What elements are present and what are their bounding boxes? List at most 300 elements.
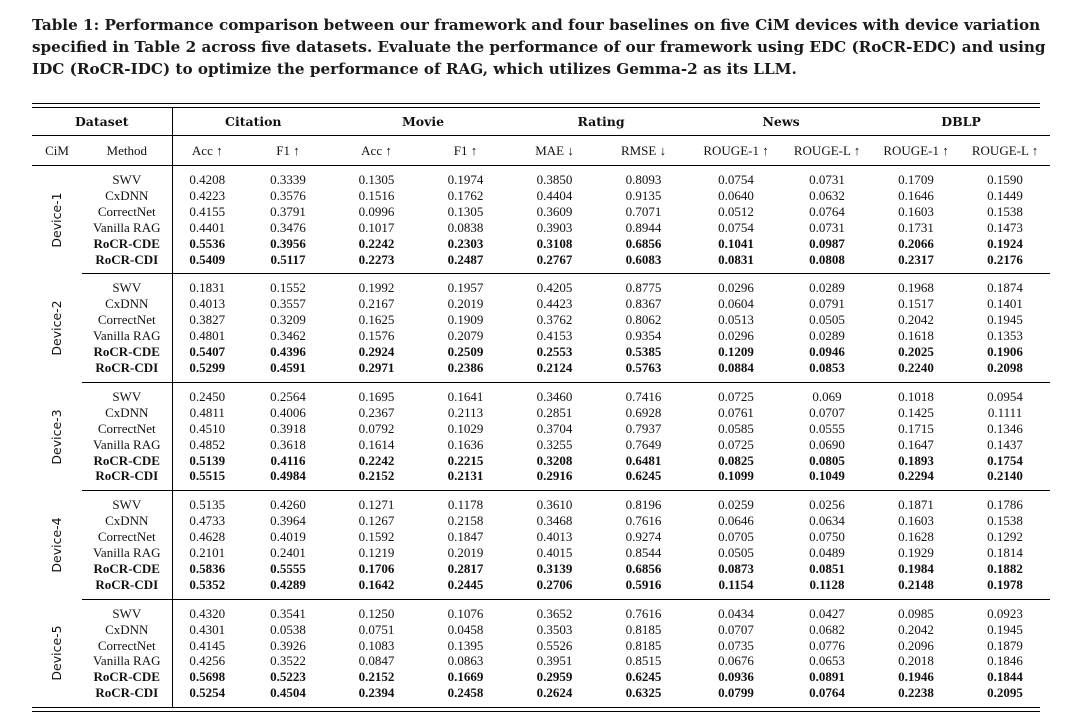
device-label-cell — [32, 382, 82, 490]
value-cell: 0.2101 — [189, 545, 226, 561]
value-cell: 0.1049 — [782, 468, 872, 490]
value-cell: 0.6481 — [625, 452, 662, 468]
value-cell: 0.4155 — [189, 203, 226, 219]
method-cell: RoCR-CDI — [82, 577, 172, 599]
value-cell: 0.5135 — [189, 497, 226, 513]
value-cell: 0.5139 — [189, 452, 226, 468]
value-cell: 0.9274 — [625, 529, 662, 545]
value-cell: 0.6245 — [625, 669, 662, 685]
value-cell: 0.1762 — [447, 187, 484, 203]
value-cell: 0.1831 — [189, 280, 226, 296]
value-cell: 0.5223 — [270, 669, 306, 685]
value-cell: 0.2025 — [898, 344, 934, 360]
value-cell: 0.1974 — [447, 172, 484, 187]
value-cell: 0.5916 — [597, 577, 690, 599]
value-cell: 0.5763 — [597, 360, 690, 382]
value-cell: 0.8196 — [625, 497, 662, 513]
table-row — [32, 188, 1050, 204]
value-cell: 0.9354 — [625, 328, 662, 344]
value-cell: 0.1871 — [898, 497, 934, 513]
value-cell: 0.7616 — [625, 605, 662, 621]
value-cell: 0.7616 — [625, 513, 662, 529]
bottom-rule — [32, 707, 1040, 712]
value-cell: 0.6856 — [625, 235, 662, 251]
table-row — [32, 312, 1050, 328]
value-cell: 0.4401 — [189, 219, 226, 235]
table-row — [32, 622, 1050, 638]
table-row — [32, 468, 1050, 490]
value-cell: 0.1709 — [898, 172, 934, 187]
value-cell: 0.5254 — [189, 685, 226, 701]
method-cell: CxDNN — [82, 513, 172, 529]
value-cell: 0.1846 — [987, 653, 1023, 669]
value-cell: 0.2176 — [960, 252, 1050, 274]
value-cell: 0.0847 — [358, 653, 395, 669]
method-cell: CxDNN — [82, 622, 172, 638]
table-row — [32, 561, 1050, 577]
value-cell: 0.5515 — [172, 468, 242, 490]
value-cell: 0.2095 — [987, 685, 1023, 701]
value-cell: 0.1592 — [358, 529, 395, 545]
value-cell: 0.5836 — [189, 560, 226, 576]
value-cell: 0.3951 — [536, 653, 573, 669]
table-row — [32, 491, 1050, 513]
value-cell: 0.2018 — [898, 653, 934, 669]
method-cell: Vanilla RAG — [82, 653, 172, 669]
table-row — [32, 360, 1050, 382]
group-header-dblp: DBLP — [872, 108, 1050, 136]
value-cell: 0.1552 — [270, 280, 306, 296]
value-cell: 0.3108 — [536, 235, 573, 251]
method-cell: RoCR-CDE — [82, 236, 172, 252]
value-cell: 0.0831 — [690, 252, 782, 274]
value-cell: 0.1178 — [447, 497, 484, 513]
method-cell: RoCR-CDI — [82, 468, 172, 490]
value-cell: 0.1946 — [898, 669, 934, 685]
table-row — [32, 453, 1050, 469]
value-cell: 0.6083 — [597, 252, 690, 274]
method-cell: CorrectNet — [82, 204, 172, 220]
value-cell: 0.4256 — [189, 653, 226, 669]
device-label-cell — [32, 599, 82, 707]
value-cell: 0.5407 — [189, 344, 226, 360]
value-cell: 0.2098 — [960, 360, 1050, 382]
value-cell: 0.1844 — [987, 669, 1023, 685]
value-cell: 0.0505 — [718, 545, 754, 561]
metric-header: Acc ↑ — [172, 136, 242, 166]
value-cell: 0.4289 — [242, 577, 334, 599]
value-cell: 0.2215 — [447, 452, 484, 468]
value-cell: 0.1437 — [987, 436, 1023, 452]
method-cell: CorrectNet — [82, 638, 172, 654]
value-cell: 0.1154 — [690, 577, 782, 599]
value-cell: 0.1695 — [358, 388, 395, 404]
table-caption: Table 1: Performance comparison between our framework and four baselines on five CiM devices with device variation specified in Table 2 across five datasets. Evaluate the performance of our framework using EDC (RoCR-EDC) and using IDC (RoCR-IDC) to optimize the performance of RAG, which utilizes Gemma-2 as its LLM. — [32, 16, 1046, 78]
value-cell: 0.1669 — [447, 669, 484, 685]
table-row — [32, 669, 1050, 685]
value-cell: 0.0427 — [809, 605, 845, 621]
value-cell: 0.3208 — [536, 452, 573, 468]
value-cell: 0.2817 — [447, 560, 484, 576]
value-cell: 0.1083 — [358, 637, 395, 653]
metric-header: ROUGE-L ↑ — [782, 136, 872, 166]
value-cell: 0.1984 — [898, 560, 934, 576]
value-cell: 0.1425 — [898, 404, 934, 420]
value-cell: 0.8544 — [625, 545, 662, 561]
value-cell: 0.2148 — [872, 577, 960, 599]
value-cell: 0.0825 — [718, 452, 754, 468]
table-row — [32, 328, 1050, 344]
group-header-citation: Citation — [172, 108, 334, 136]
value-cell: 0.1625 — [358, 312, 395, 328]
value-cell: 0.3652 — [536, 605, 573, 621]
value-cell: 0.3956 — [270, 235, 306, 251]
value-cell: 0.3618 — [270, 436, 306, 452]
value-cell: 0.2487 — [419, 252, 512, 274]
value-cell: 0.4320 — [189, 605, 226, 621]
value-cell: 0.0640 — [718, 187, 754, 203]
value-cell: 0.1893 — [898, 452, 934, 468]
method-cell: CxDNN — [82, 296, 172, 312]
value-cell: 0.3609 — [536, 203, 573, 219]
value-cell: 0.0458 — [447, 621, 484, 637]
value-cell: 0.0863 — [447, 653, 484, 669]
value-cell: 0.8093 — [625, 172, 662, 187]
value-cell: 0.0761 — [718, 404, 754, 420]
value-cell: 0.0791 — [809, 296, 845, 312]
value-cell: 0.1882 — [987, 560, 1023, 576]
value-cell: 0.2240 — [872, 360, 960, 382]
value-cell: 0.1603 — [898, 203, 934, 219]
value-cell: 0.8944 — [625, 219, 662, 235]
value-cell: 0.1614 — [358, 436, 395, 452]
value-cell: 0.1929 — [898, 545, 934, 561]
metric-header: MAE ↓ — [512, 136, 597, 166]
value-cell: 0.1017 — [358, 219, 395, 235]
value-cell: 0.2564 — [270, 388, 306, 404]
table-row — [32, 405, 1050, 421]
value-cell: 0.1271 — [358, 497, 395, 513]
value-cell: 0.1473 — [987, 219, 1023, 235]
value-cell: 0.6245 — [597, 468, 690, 490]
value-cell: 0.0505 — [809, 312, 845, 328]
value-cell: 0.0634 — [809, 513, 845, 529]
value-cell: 0.0289 — [809, 280, 845, 296]
value-cell: 0.1968 — [898, 280, 934, 296]
value-cell: 0.2509 — [447, 344, 484, 360]
value-cell: 0.2042 — [898, 312, 934, 328]
value-cell: 0.8185 — [625, 621, 662, 637]
device-label: Device-5 — [49, 625, 65, 681]
value-cell: 0.2131 — [419, 468, 512, 490]
header-row-datasets — [32, 108, 1050, 136]
value-cell: 0.4223 — [189, 187, 226, 203]
value-cell: 0.3460 — [536, 388, 573, 404]
value-cell: 0.3903 — [536, 219, 573, 235]
device-group — [32, 382, 1050, 490]
value-cell: 0.3791 — [270, 203, 306, 219]
value-cell: 0.2386 — [419, 360, 512, 382]
value-cell: 0.4205 — [536, 280, 573, 296]
value-cell: 0.8775 — [625, 280, 662, 296]
value-cell: 0.0707 — [809, 404, 845, 420]
value-cell: 0.0873 — [718, 560, 754, 576]
value-cell: 0.0764 — [809, 685, 845, 701]
value-cell: 0.4801 — [189, 328, 226, 344]
value-cell: 0.2019 — [447, 296, 484, 312]
method-cell: Vanilla RAG — [82, 437, 172, 453]
device-group — [32, 166, 1050, 274]
value-cell: 0.6856 — [625, 560, 662, 576]
value-cell: 0.4396 — [270, 344, 306, 360]
value-cell: 0.0259 — [718, 497, 754, 513]
value-cell: 0.4260 — [270, 497, 306, 513]
value-cell: 0.4423 — [536, 296, 573, 312]
value-cell: 0.4504 — [270, 685, 306, 701]
value-cell: 0.0954 — [987, 388, 1023, 404]
device-label: Device-3 — [49, 408, 65, 465]
value-cell: 0.4145 — [189, 637, 226, 653]
table-row — [32, 437, 1050, 453]
device-label: Device-4 — [49, 517, 65, 573]
value-cell: 0.0853 — [782, 360, 872, 382]
value-cell: 0.3209 — [270, 312, 306, 328]
value-cell: 0.1305 — [447, 203, 484, 219]
value-cell: 0.1706 — [358, 560, 395, 576]
value-cell: 0.0731 — [809, 219, 845, 235]
value-cell: 0.2079 — [447, 328, 484, 344]
device-label-cell — [32, 274, 82, 382]
method-cell: Vanilla RAG — [82, 220, 172, 236]
value-cell: 0.4013 — [536, 529, 573, 545]
value-cell: 0.4811 — [189, 404, 225, 420]
method-cell: CxDNN — [82, 405, 172, 421]
value-cell: 0.5698 — [189, 669, 226, 685]
value-cell: 0.0725 — [718, 388, 754, 404]
value-cell: 0.0923 — [987, 605, 1023, 621]
value-cell: 0.2959 — [536, 669, 573, 685]
value-cell: 0.1618 — [898, 328, 934, 344]
value-cell: 0.4852 — [189, 436, 226, 452]
table-row — [32, 577, 1050, 599]
metric-header: Acc ↑ — [334, 136, 419, 166]
value-cell: 0.1076 — [447, 605, 484, 621]
value-cell: 0.1715 — [898, 420, 934, 436]
value-cell: 0.0799 — [718, 685, 754, 701]
metric-header: F1 ↑ — [242, 136, 334, 166]
value-cell: 0.5409 — [172, 252, 242, 274]
table-row — [32, 166, 1050, 188]
value-cell: 0.2445 — [419, 577, 512, 599]
value-cell: 0.1641 — [447, 388, 484, 404]
method-cell: Vanilla RAG — [82, 328, 172, 344]
method-header: Method — [82, 136, 172, 166]
value-cell: 0.4510 — [189, 420, 226, 436]
value-cell: 0.0489 — [809, 545, 845, 561]
value-cell: 0.5555 — [270, 560, 306, 576]
value-cell: 0.4208 — [189, 172, 226, 187]
value-cell: 0.5299 — [172, 360, 242, 382]
value-cell: 0.0434 — [718, 605, 754, 621]
value-cell: 0.6928 — [625, 404, 662, 420]
value-cell: 0.1906 — [987, 344, 1023, 360]
value-cell: 0.2167 — [358, 296, 395, 312]
value-cell: 0.1874 — [987, 280, 1023, 296]
value-cell: 0.3462 — [270, 328, 306, 344]
value-cell: 0.0731 — [809, 172, 845, 187]
table-row — [32, 545, 1050, 561]
value-cell: 0.2273 — [334, 252, 419, 274]
dataset-header: Dataset — [32, 108, 172, 136]
value-cell: 0.2401 — [270, 545, 306, 561]
value-cell: 0.1879 — [987, 637, 1023, 653]
header-row-metrics — [32, 136, 1050, 166]
value-cell: 0.0676 — [718, 653, 754, 669]
table-row — [32, 653, 1050, 669]
method-cell: SWV — [82, 274, 172, 296]
table-row — [32, 274, 1050, 296]
value-cell: 0.8185 — [625, 637, 662, 653]
table-row — [32, 220, 1050, 236]
value-cell: 0.2450 — [189, 388, 226, 404]
value-cell: 0.1642 — [334, 577, 419, 599]
value-cell: 0.0604 — [718, 296, 754, 312]
table-row — [32, 344, 1050, 360]
value-cell: 0.3522 — [270, 653, 306, 669]
value-cell: 0.0289 — [809, 328, 845, 344]
value-cell: 0.0851 — [809, 560, 845, 576]
value-cell: 0.0682 — [809, 621, 845, 637]
value-cell: 0.2294 — [872, 468, 960, 490]
results-table-container — [32, 103, 1040, 712]
value-cell: 0.1909 — [447, 312, 484, 328]
value-cell: 0.1647 — [898, 436, 934, 452]
value-cell: 0.1018 — [898, 388, 934, 404]
value-cell: 0.3139 — [536, 560, 573, 576]
value-cell: 0.2242 — [358, 235, 395, 251]
group-header-news: News — [690, 108, 872, 136]
device-label: Device-2 — [49, 300, 65, 356]
value-cell: 0.1353 — [987, 328, 1023, 344]
value-cell: 0.0754 — [718, 219, 754, 235]
value-cell: 0.1847 — [447, 529, 484, 545]
value-cell: 0.2624 — [536, 685, 573, 701]
value-cell: 0.0792 — [358, 420, 395, 436]
method-cell: CorrectNet — [82, 421, 172, 437]
value-cell: 0.0735 — [718, 637, 754, 653]
value-cell: 0.1029 — [447, 420, 484, 436]
value-cell: 0.1292 — [987, 529, 1023, 545]
value-cell: 0.2152 — [358, 669, 395, 685]
value-cell: 0.3850 — [536, 172, 573, 187]
value-cell: 0.0653 — [809, 653, 845, 669]
value-cell: 0.2124 — [512, 360, 597, 382]
table-row — [32, 252, 1050, 274]
value-cell: 0.1754 — [987, 452, 1023, 468]
value-cell: 0.2042 — [898, 621, 934, 637]
value-cell: 0.2152 — [334, 468, 419, 490]
value-cell: 0.3964 — [270, 513, 306, 529]
device-label: Device-1 — [49, 192, 65, 248]
value-cell: 0.1978 — [960, 577, 1050, 599]
value-cell: 0.1957 — [447, 280, 484, 296]
value-cell: 0.1538 — [987, 513, 1023, 529]
value-cell: 0.0296 — [718, 280, 754, 296]
cim-header: CiM — [32, 136, 82, 166]
value-cell: 0.1267 — [358, 513, 395, 529]
value-cell: 0.0751 — [358, 621, 395, 637]
value-cell: 0.0764 — [809, 203, 845, 219]
value-cell: 0.1209 — [718, 344, 754, 360]
value-cell: 0.1041 — [718, 235, 754, 251]
value-cell: 0.1646 — [898, 187, 934, 203]
value-cell: 0.0725 — [718, 436, 754, 452]
value-cell: 0.4015 — [536, 545, 573, 561]
results-table — [32, 108, 1050, 707]
value-cell: 0.0707 — [718, 621, 754, 637]
value-cell: 0.3255 — [536, 436, 573, 452]
value-cell: 0.2706 — [512, 577, 597, 599]
value-cell: 0.4404 — [536, 187, 573, 203]
value-cell: 0.1576 — [358, 328, 395, 344]
device-group — [32, 491, 1050, 599]
value-cell: 0.5536 — [189, 235, 226, 251]
value-cell: 0.0585 — [718, 420, 754, 436]
value-cell: 0.6325 — [625, 685, 662, 701]
value-cell: 0.0555 — [809, 420, 845, 436]
value-cell: 0.1731 — [898, 219, 934, 235]
value-cell: 0.8367 — [625, 296, 662, 312]
value-cell: 0.0987 — [809, 235, 845, 251]
value-cell: 0.1628 — [898, 529, 934, 545]
group-header-rating: Rating — [512, 108, 690, 136]
value-cell: 0.0891 — [809, 669, 845, 685]
value-cell: 0.1517 — [898, 296, 934, 312]
method-cell: CorrectNet — [82, 312, 172, 328]
value-cell: 0.2066 — [898, 235, 934, 251]
device-group — [32, 274, 1050, 382]
method-cell: RoCR-CDI — [82, 360, 172, 382]
value-cell: 0.0256 — [809, 497, 845, 513]
metric-header: ROUGE-1 ↑ — [872, 136, 960, 166]
value-cell: 0.3503 — [536, 621, 573, 637]
value-cell: 0.2767 — [512, 252, 597, 274]
value-cell: 0.8515 — [625, 653, 662, 669]
table-row — [32, 599, 1050, 621]
value-cell: 0.7416 — [625, 388, 662, 404]
value-cell: 0.7937 — [625, 420, 662, 436]
value-cell: 0.2242 — [358, 452, 395, 468]
value-cell: 0.1945 — [987, 621, 1023, 637]
value-cell: 0.0946 — [809, 344, 845, 360]
value-cell: 0.5352 — [172, 577, 242, 599]
value-cell: 0.0776 — [809, 637, 845, 653]
method-cell: RoCR-CDI — [82, 685, 172, 707]
value-cell: 0.7071 — [625, 203, 662, 219]
method-cell: Vanilla RAG — [82, 545, 172, 561]
value-cell: 0.3610 — [536, 497, 573, 513]
value-cell: 0.1814 — [987, 545, 1023, 561]
method-cell: RoCR-CDE — [82, 344, 172, 360]
value-cell: 0.2158 — [447, 513, 484, 529]
value-cell: 0.4013 — [189, 296, 226, 312]
value-cell: 0.4116 — [270, 452, 306, 468]
metric-header: RMSE ↓ — [597, 136, 690, 166]
value-cell: 0.2458 — [447, 685, 484, 701]
value-cell: 0.4006 — [270, 404, 306, 420]
value-cell: 0.2394 — [358, 685, 395, 701]
device-group — [32, 599, 1050, 707]
